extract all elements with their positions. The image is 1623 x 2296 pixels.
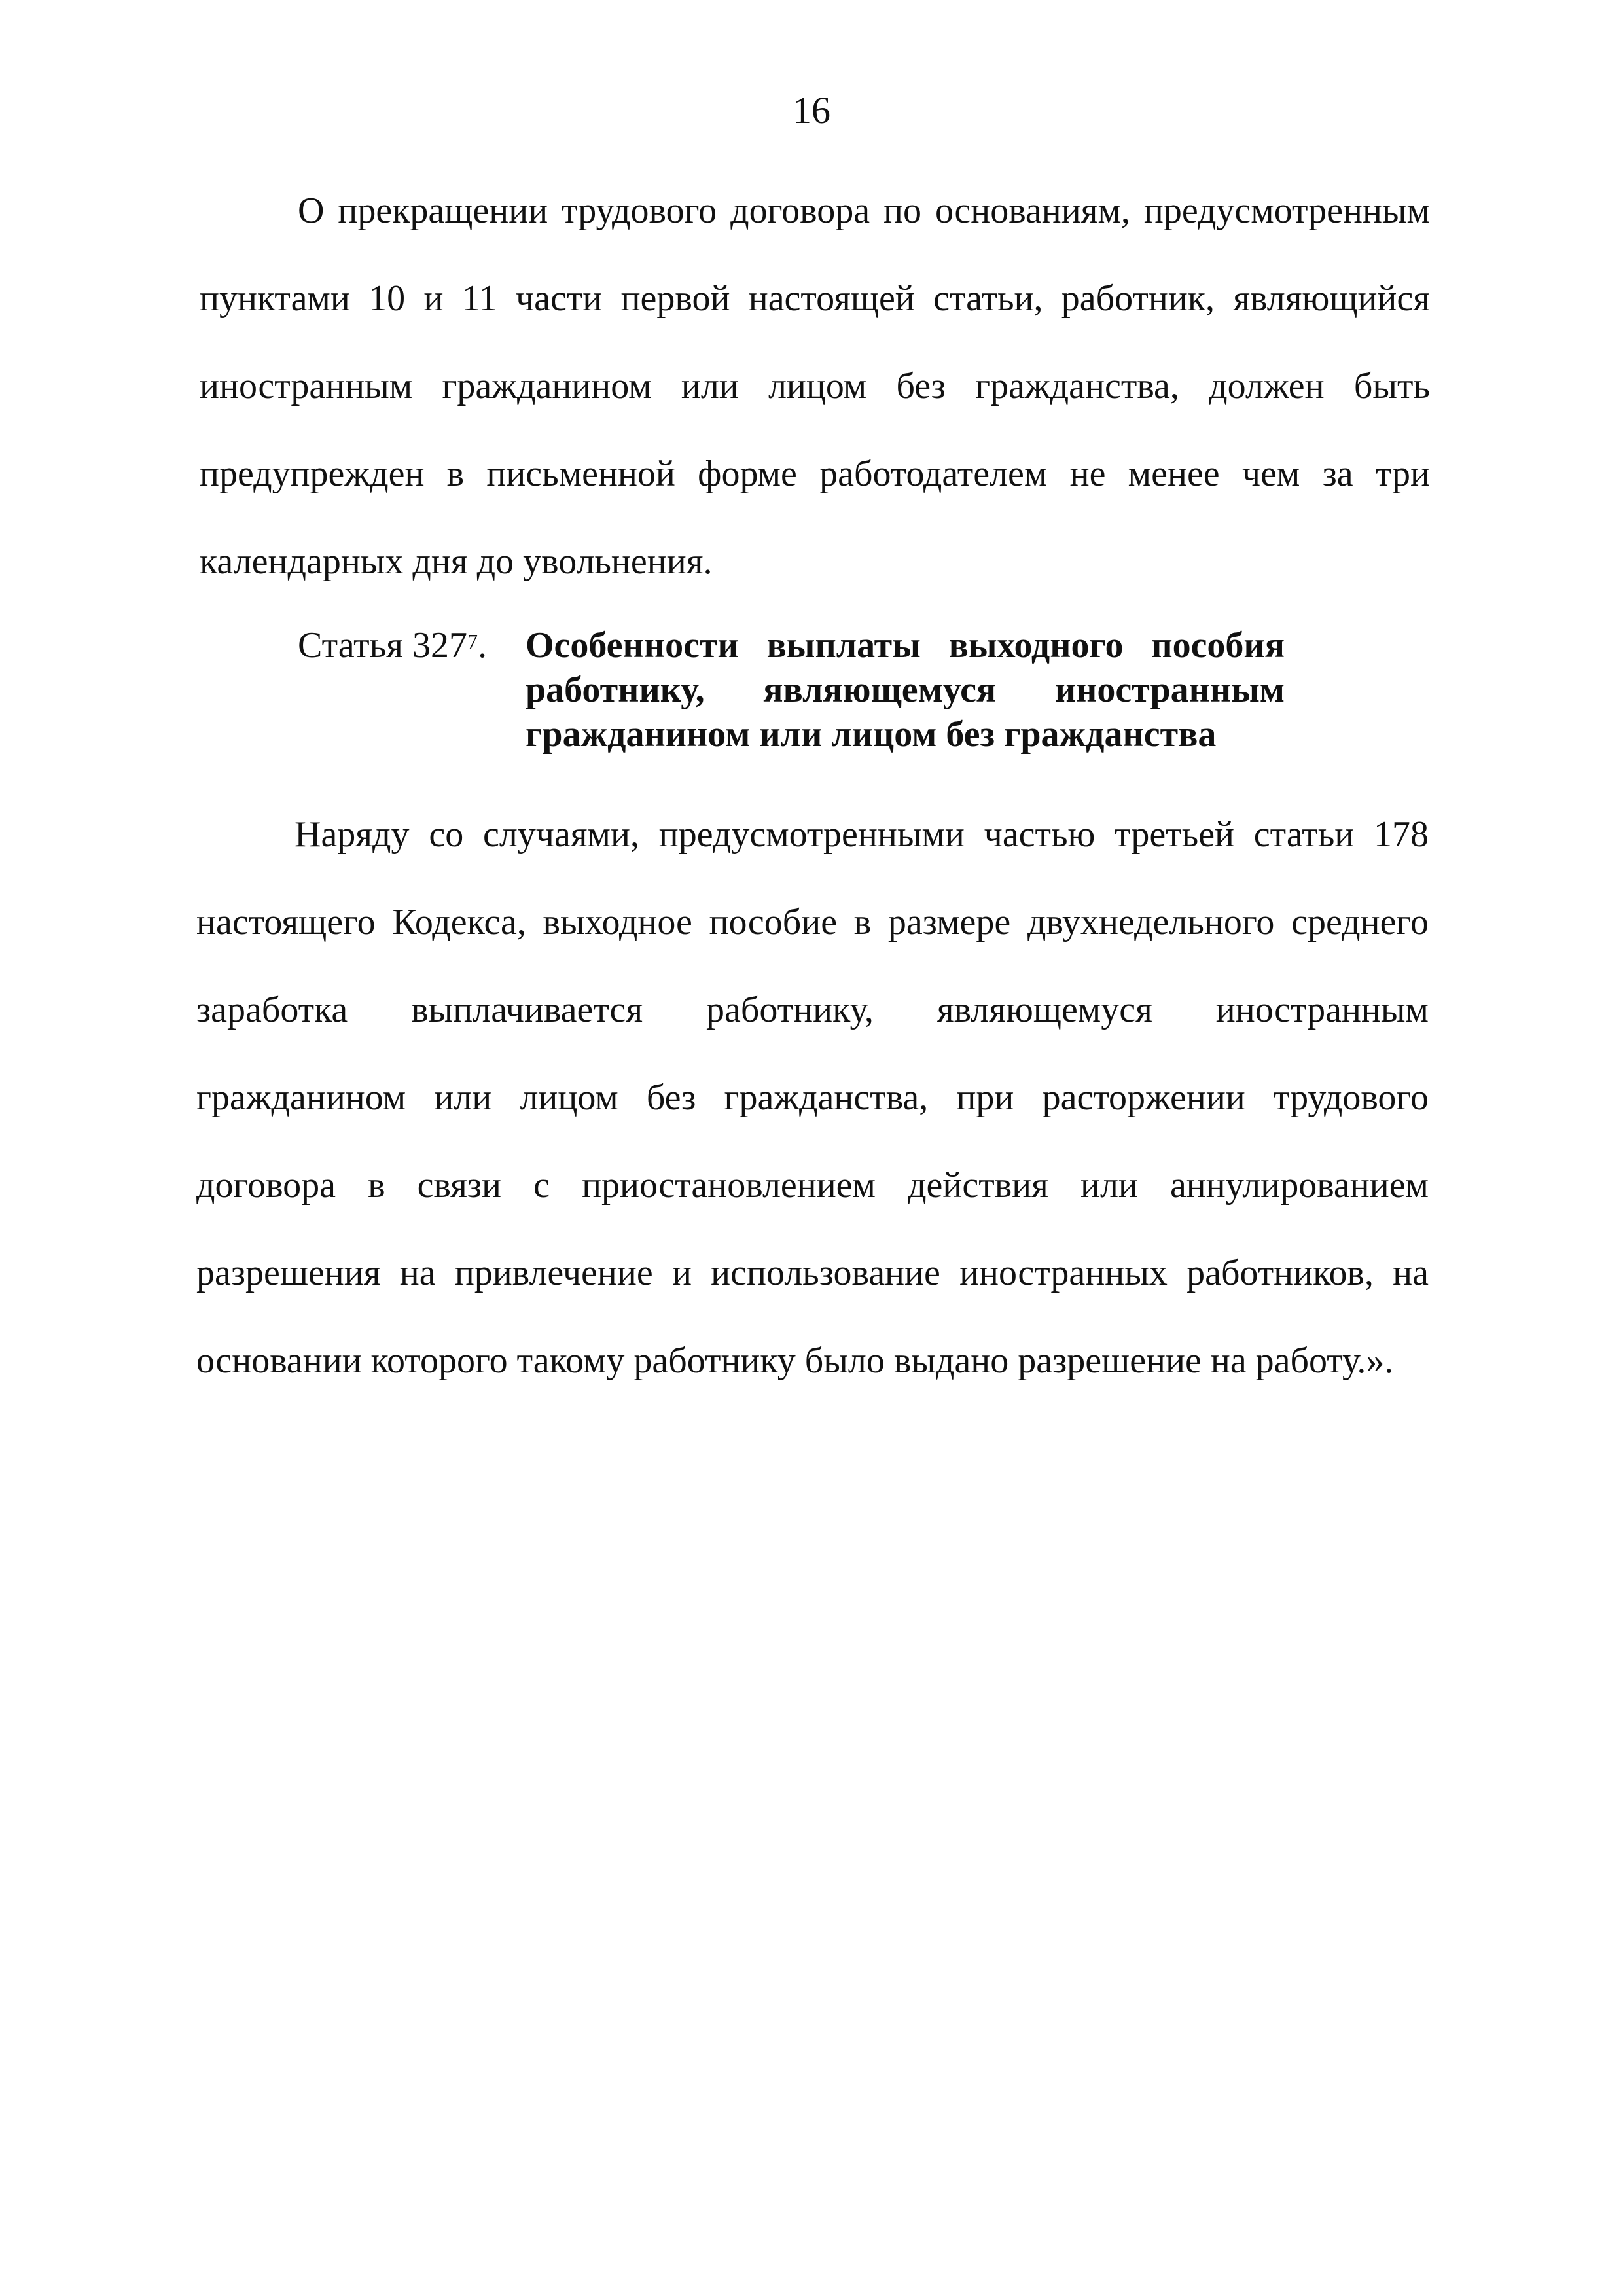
article-label-suffix: .: [477, 625, 487, 666]
article-title: Особенности выплаты выходного пособия работнику, являющемуся иностранным гражданином или лицом без гражданства: [526, 625, 1285, 755]
paragraph-dismissal-notice: О прекращении трудового договора по основаниям, предусмотренным пунктами 10 и 11 части первой настоящей статьи, работник, являющийся иностранным гражданином или лицом без гражданства, должен быть предупрежден в письменной форме работодателем не менее чем за три календарных дня до увольнения.: [200, 190, 1430, 582]
page-number: 16: [793, 89, 830, 132]
article-label-prefix: Статья 327: [298, 625, 467, 666]
paragraph-severance-pay: Наряду со случаями, предусмотренными частью третьей статьи 178 настоящего Кодекса, выходное пособие в размере двухнедельного среднего заработка выплачивается работнику, являющемуся иностранным гражданином или лицом без гражданства, при расторжении трудового договора в связи с приостановлением действия или аннулированием разрешения на привлечение и использование иностранных работников, на основании которого такому работнику было выдано разрешение на работу.».: [196, 814, 1429, 1381]
article-label-superscript: 7: [467, 630, 478, 653]
article-label: [298, 623, 487, 668]
